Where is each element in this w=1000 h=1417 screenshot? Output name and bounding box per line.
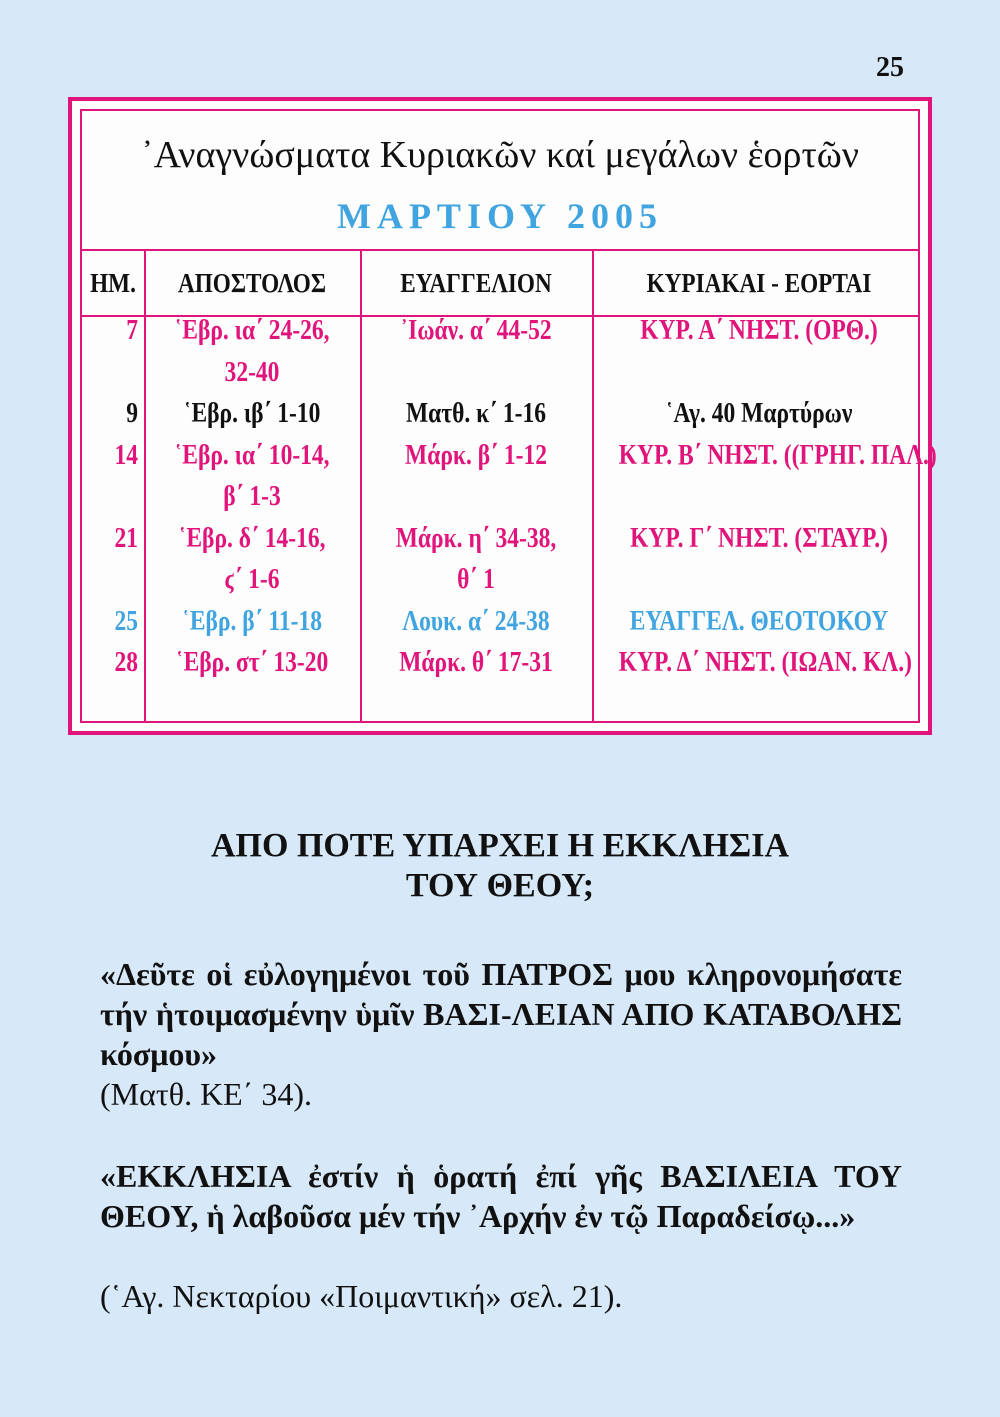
row-feast: ΕΥΑΓΓΕΛ. ΘΕΟΤΟΚΟΥ [629,605,889,637]
row-feast: ΚΥΡ. Γ΄ ΝΗΣΤ. (ΣΤΑΥΡ.) [630,522,888,554]
header-apostle: ΑΠΟΣΤΟΛΟΣ [177,268,327,298]
row-gospel: Μάρκ. β΄ 1-12 [405,439,547,471]
quote-nektarios-reference: (῾Αγ. Νεκταρίου «Ποιμαντική» σελ. 21). [100,1278,623,1314]
quote-gospel: «Δεῦτε οἱ εὐλογημένοι τοῦ ΠΑΤΡΟΣ μου κληρονομήσατε τήν ἡτοιμασμένην ὑμῖν ΒΑΣΙ-ΛΕΙΑΝ ΑΠΟ ΚΑΤΑΒΟΛΗΣ κόσμου» [100,956,902,1072]
table-title-block [82,111,918,251]
row-gospel: θ΄ 1 [457,564,495,595]
row-gospel: Μάρκ. θ΄ 17-31 [399,647,553,678]
row-apostle: ῾Εβρ. δ΄ 14-16, [178,522,326,554]
row-apostle: ϛ΄ 1-6 [224,564,280,595]
row-gospel: ᾿Ιωάν. α΄ 44-52 [400,315,552,346]
row-day: 28 [114,647,138,678]
row-apostle: ῾Εβρ. ια΄ 24-26, [174,315,330,346]
row-gospel: Μάρκ. η΄ 34-38, [395,522,557,554]
header-day: ΗΜ. [90,268,136,298]
page-number: 25 [876,52,904,83]
row-gospel: Λουκ. α΄ 24-38 [402,605,550,637]
column-divider [144,249,146,721]
row-gospel: Ματθ. κ΄ 1-16 [405,398,547,429]
readings-table [80,109,937,723]
row-apostle: ῾Εβρ. στ΄ 13-20 [175,647,329,678]
article-heading-line2: ΤΟΥ ΘΕΟΥ; [405,867,595,904]
column-divider [592,249,594,721]
column-divider [360,249,362,721]
table-month: ΜΑΡΤΙΟΥ 2005 [336,196,664,236]
row-apostle: ῾Εβρ. ιβ΄ 1-10 [183,398,321,429]
row-day: 14 [114,439,138,471]
row-apostle: β΄ 1-3 [223,481,281,512]
readings-table-frame [68,97,937,735]
table-title: ᾿Αναγνώσματα Κυριακῶν καί μεγάλων ἑορτῶν [141,134,859,176]
row-apostle: ῾Εβρ. ια΄ 10-14, [174,439,330,471]
header-feasts: ΚΥΡΙΑΚΑΙ - ΕΟΡΤΑΙ [646,268,872,298]
row-feast: ΚΥΡ. Δ΄ ΝΗΣΤ. (ΙΩΑΝ. ΚΛ.) [618,647,912,678]
row-day: 9 [126,398,138,429]
header-gospel: ΕΥΑΓΓΕΛΙΟΝ [400,268,552,298]
row-feast: ΚΥΡ. Α΄ ΝΗΣΤ. (ΟΡΘ.) [640,315,878,346]
article-heading-line1: ΑΠΟ ΠΟΤΕ ΥΠΑΡΧΕΙ Η ΕΚΚΛΗΣΙΑ [210,827,790,864]
quote-nektarios: «ΕΚΚΛΗΣΙΑ ἐστίν ἡ ὁρατή ἐπί γῆς ΒΑΣΙΛΕΙΑ ΤΟΥ ΘΕΟΥ, ἡ λαβοῦσα μέν τήν ᾿Αρχήν ἐν τῷ Παραδείσῳ...» [100,1158,902,1234]
article-heading [0,826,1000,906]
row-feast: ῾Αγ. 40 Μαρτύρων [665,398,853,429]
row-day: 7 [126,315,138,346]
quote-gospel-reference: (Ματθ. ΚΕ΄ 34). [100,1076,313,1112]
table-header-row [82,251,918,317]
row-feast: ΚΥΡ. Β΄ ΝΗΣΤ. ((ΓΡΗΓ. ΠΑΛ.) [618,439,937,471]
row-apostle: ῾Εβρ. β΄ 11-18 [182,605,322,637]
row-apostle: 32-40 [224,356,280,388]
row-day: 21 [114,522,138,554]
row-day: 25 [114,605,138,637]
